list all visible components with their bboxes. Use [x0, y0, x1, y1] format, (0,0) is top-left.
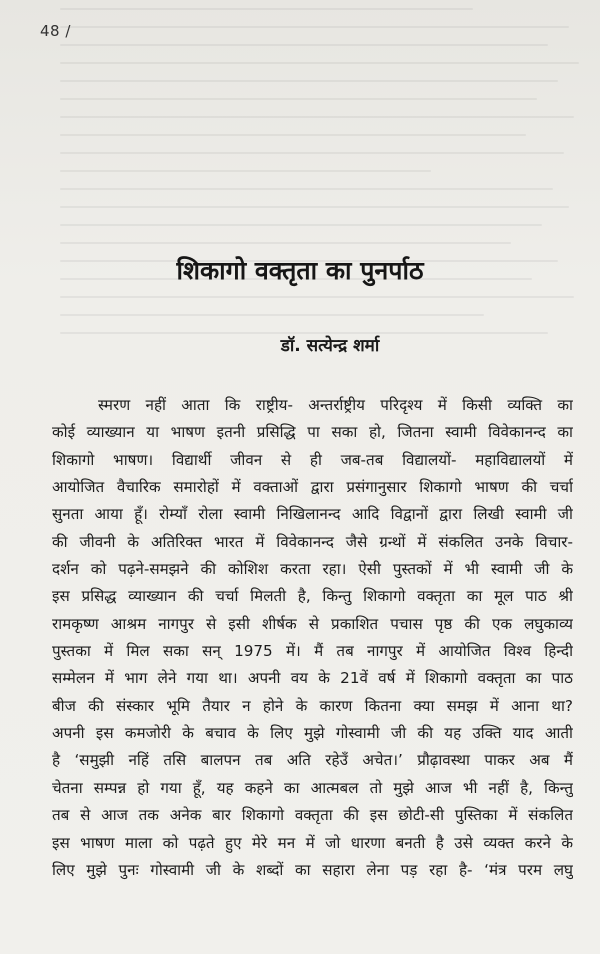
- text-line: की जीवनी के अतिरिक्त भारत में विवेकानन्द जैसे ग्रन्थों में संकलित उनके विचार-: [52, 532, 573, 551]
- text-line: सम्मेलन में भाग लेने गया था। अपनी वय के 21वें वर्ष में शिकागो वक्तृता का पाठ: [52, 669, 573, 688]
- text-line: लिए मुझे पुनः गोस्वामी जी के शब्दों का सहारा लेना पड़ रहा है- ‘मंत्र परम लघु: [52, 860, 573, 879]
- text-line: इस प्रसिद्ध व्याख्यान की चर्चा मिलती है, किन्तु शिकागो वक्तृता का मूल पाठ श्री: [52, 587, 573, 606]
- text-line: रामकृष्ण आश्रम नागपुर से इसी शीर्षक से प्रकाशित पचास पृष्ठ की एक लघुकाव्य: [52, 614, 573, 633]
- text-line: स्मरण नहीं आता कि राष्ट्रीय- अन्तर्राष्ट्रीय परिदृश्य में किसी व्यक्ति का: [98, 396, 573, 414]
- text-line: तब से आज तक अनेक बार शिकागो वक्तृता की इस छोटी-सी पुस्तिका में संकलित: [52, 806, 573, 825]
- text-line: इस भाषण माला को पढ़ते हुए मेरे मन में जो धारणा बनती है उसे व्यक्त करने के: [52, 833, 573, 852]
- text-line: दर्शन को पढ़ने-समझने की कोशिश करता रहा। ऐसी पुस्तकों में भी स्वामी जी के: [52, 560, 573, 579]
- text-line: चेतना सम्पन्न हो गया हूँ, यह कहने का आत्मबल तो मुझे आज भी नहीं है, किन्तु: [52, 778, 573, 797]
- text-line: है ‘समुझी नहिं तसि बालपन तब अति रहेउँ अचेत।’ प्रौढ़ावस्था पाकर अब मैं: [52, 751, 573, 770]
- text-line: कोई व्याख्यान या भाषण इतनी प्रसिद्धि पा सका हो, जितना स्वामी विवेकानन्द का: [52, 423, 573, 442]
- page-number: 48 /: [40, 22, 71, 40]
- text-line: आयोजित वैचारिक समारोहों में वक्ताओं द्वारा प्रसंगानुसार शिकागो भाषण की चर्चा: [52, 478, 573, 497]
- text-line: शिकागो भाषण। विद्यार्थी जीवन से ही जब-तब विद्यालयों- महाविद्यालयों में: [52, 450, 573, 469]
- article-title: शिकागो वक्तृता का पुनर्पाठ: [176, 256, 424, 285]
- text-line: पुस्तका में मिल सका सन् 1975 में। मैं तब नागपुर में आयोजित विश्व हिन्दी: [52, 642, 573, 661]
- show-through-text: [60, 8, 590, 350]
- text-line: सुनता आया हूँ। रोम्याँ रोला स्वामी निखिलानन्द आदि विद्वानों द्वारा लिखी स्वामी जी: [52, 505, 573, 524]
- text-line: अपनी इस कमजोरी के बचाव के लिए मुझे गोस्वामी जी की यह उक्ति याद आती: [52, 724, 573, 743]
- author-name: डॉ. सत्येन्द्र शर्मा: [280, 336, 380, 356]
- body-paragraph: [52, 392, 573, 884]
- text-line: बीज की संस्कार भूमि तैयार न होने के कारण कितना क्या समझ में आना था?: [52, 696, 573, 715]
